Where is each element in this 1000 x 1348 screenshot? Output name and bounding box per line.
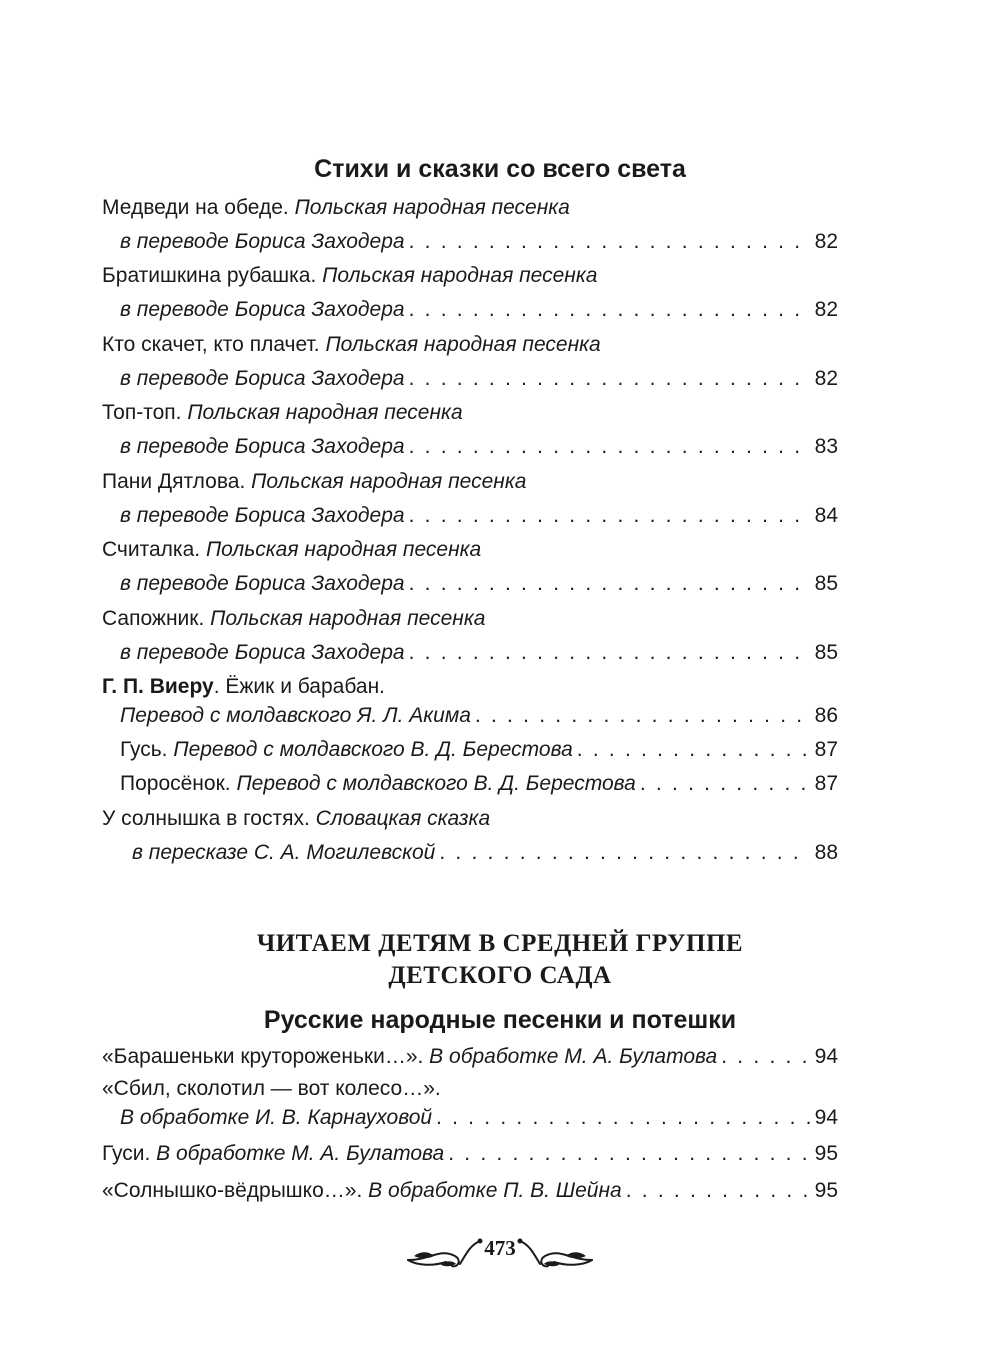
entry-subtitle: в переводе Бориса Заходера — [120, 298, 405, 321]
entry-note: Перевод с молдавского В. Д. Берестова — [236, 772, 636, 795]
toc-entry-title-line — [102, 467, 838, 497]
page-number: 86 — [814, 704, 838, 727]
toc-author-line — [102, 672, 838, 702]
entry-subtitle: в переводе Бориса Заходера — [120, 641, 405, 664]
toc-entry-row[interactable] — [102, 1042, 838, 1072]
entry-title: «Сбил, сколотил — вот колесо…». — [102, 1077, 441, 1100]
dot-leader — [448, 1139, 810, 1169]
toc-entry-row[interactable] — [120, 769, 838, 799]
toc-entry-row[interactable] — [102, 1139, 838, 1169]
toc-entry-title-line — [102, 193, 838, 223]
page-number: 82 — [814, 230, 838, 253]
toc-entry-row[interactable] — [120, 638, 838, 668]
entry-title: Медведи на обеде. — [102, 196, 289, 219]
page-number: 88 — [814, 841, 838, 864]
page-number: 94 — [814, 1045, 838, 1068]
entry-subtitle: Перевод с молдавского Я. Л. Акима — [120, 704, 471, 727]
page-number: 87 — [814, 772, 838, 795]
page-number: 84 — [814, 504, 838, 527]
entry-note: Польская народная песенка — [322, 264, 598, 287]
entry-subtitle: в переводе Бориса Заходера — [120, 435, 405, 458]
toc-entry-row[interactable] — [120, 295, 838, 325]
toc-entry-title-line — [102, 1074, 838, 1104]
page-number: 95 — [814, 1179, 838, 1202]
entry-title: Гуси. — [102, 1142, 151, 1165]
entry-title: Братишкина рубашка. — [102, 264, 317, 287]
dot-leader — [475, 701, 810, 731]
entry-note: В обработке П. В. Шейна — [368, 1179, 622, 1202]
toc-entry-row[interactable] — [120, 364, 838, 394]
entry-title: «Барашеньки крутороженьки…». — [102, 1045, 424, 1068]
section-heading: Русские народные песенки и потешки — [263, 1006, 737, 1034]
dot-leader — [409, 227, 810, 257]
entry-note: Перевод с молдавского В. Д. Берестова — [173, 738, 573, 761]
entry-note: Польская народная песенка — [251, 470, 527, 493]
dot-leader — [721, 1042, 810, 1072]
entry-note: Словацкая сказка — [315, 807, 491, 830]
entry-note: Польская народная песенка — [325, 333, 601, 356]
entry-note: Польская народная песенка — [205, 538, 482, 561]
dot-leader — [409, 569, 810, 599]
toc-entry-row[interactable] — [120, 227, 838, 257]
toc-entry-title-line — [102, 330, 838, 360]
page-number: 95 — [814, 1142, 838, 1165]
entry-title: Кто скачет, кто плачет. — [102, 333, 320, 356]
dot-leader — [409, 432, 810, 462]
folio-number: 473 — [484, 1236, 516, 1260]
entry-title: Пани Дятлова. — [102, 470, 246, 493]
dot-leader — [409, 501, 810, 531]
entry-title: «Солнышко-вёдрышко…». — [102, 1179, 363, 1202]
page-number: 85 — [814, 572, 838, 595]
entry-subtitle: В обработке И. В. Карнауховой — [120, 1106, 433, 1129]
toc-entry-title-line — [102, 535, 838, 565]
page-number: 82 — [814, 298, 838, 321]
toc-entry-row[interactable] — [132, 838, 838, 868]
page-number: 87 — [814, 738, 838, 761]
toc-entry-row[interactable] — [120, 1103, 838, 1133]
entry-title: У солнышка в гостях. — [102, 807, 310, 830]
section-heading: Стихи и сказки со всего света — [314, 155, 686, 183]
dot-leader — [409, 638, 810, 668]
entry-title: . Ёжик и барабан. — [213, 675, 385, 698]
toc-entry-title-line — [102, 604, 838, 634]
page-number: 85 — [814, 641, 838, 664]
part-heading-line2: ДЕТСКОГО САДА — [388, 962, 612, 989]
entry-title: Поросёнок. — [120, 772, 231, 795]
dot-leader — [439, 838, 810, 868]
entry-subtitle: в пересказе С. А. Могилевской — [132, 841, 436, 864]
entry-subtitle: в переводе Бориса Заходера — [120, 230, 405, 253]
toc-entry-row[interactable] — [120, 501, 838, 531]
dot-leader — [577, 735, 810, 765]
entry-note: Польская народная песенка — [210, 607, 486, 630]
toc-entry-title-line — [102, 261, 838, 291]
dot-leader — [436, 1103, 810, 1133]
page-folio — [400, 1226, 600, 1276]
page-number: 83 — [814, 435, 838, 458]
dot-leader — [409, 364, 810, 394]
entry-title: Топ-топ. — [102, 401, 182, 424]
dot-leader — [626, 1176, 810, 1206]
entry-subtitle: в переводе Бориса Заходера — [120, 572, 405, 595]
entry-note: Польская народная песенка — [187, 401, 463, 424]
toc-entry-row[interactable] — [102, 1176, 838, 1206]
toc-entry-row[interactable] — [120, 432, 838, 462]
entry-title: Гусь. — [120, 738, 168, 761]
part-heading-line1: ЧИТАЕМ ДЕТЯМ В СРЕДНЕЙ ГРУППЕ — [256, 930, 744, 957]
author-name: Г. П. Виеру — [102, 675, 214, 698]
entry-note: В обработке М. А. Булатова — [429, 1045, 718, 1068]
entry-title: Сапожник. — [102, 607, 205, 630]
toc-entry-title-line — [102, 398, 838, 428]
toc-entry-row[interactable] — [120, 701, 838, 731]
dot-leader — [409, 295, 810, 325]
entry-title: Считалка. — [102, 538, 201, 561]
toc-entry-row[interactable] — [120, 735, 838, 765]
page-number: 94 — [814, 1106, 838, 1129]
entry-subtitle: в переводе Бориса Заходера — [120, 367, 405, 390]
toc-entry-row[interactable] — [120, 569, 838, 599]
dot-leader — [640, 769, 810, 799]
entry-subtitle: в переводе Бориса Заходера — [120, 504, 405, 527]
toc-entry-title-line — [102, 804, 838, 834]
entry-note: Польская народная песенка — [294, 196, 570, 219]
page-number: 82 — [814, 367, 838, 390]
entry-note: В обработке М. А. Булатова — [156, 1142, 445, 1165]
